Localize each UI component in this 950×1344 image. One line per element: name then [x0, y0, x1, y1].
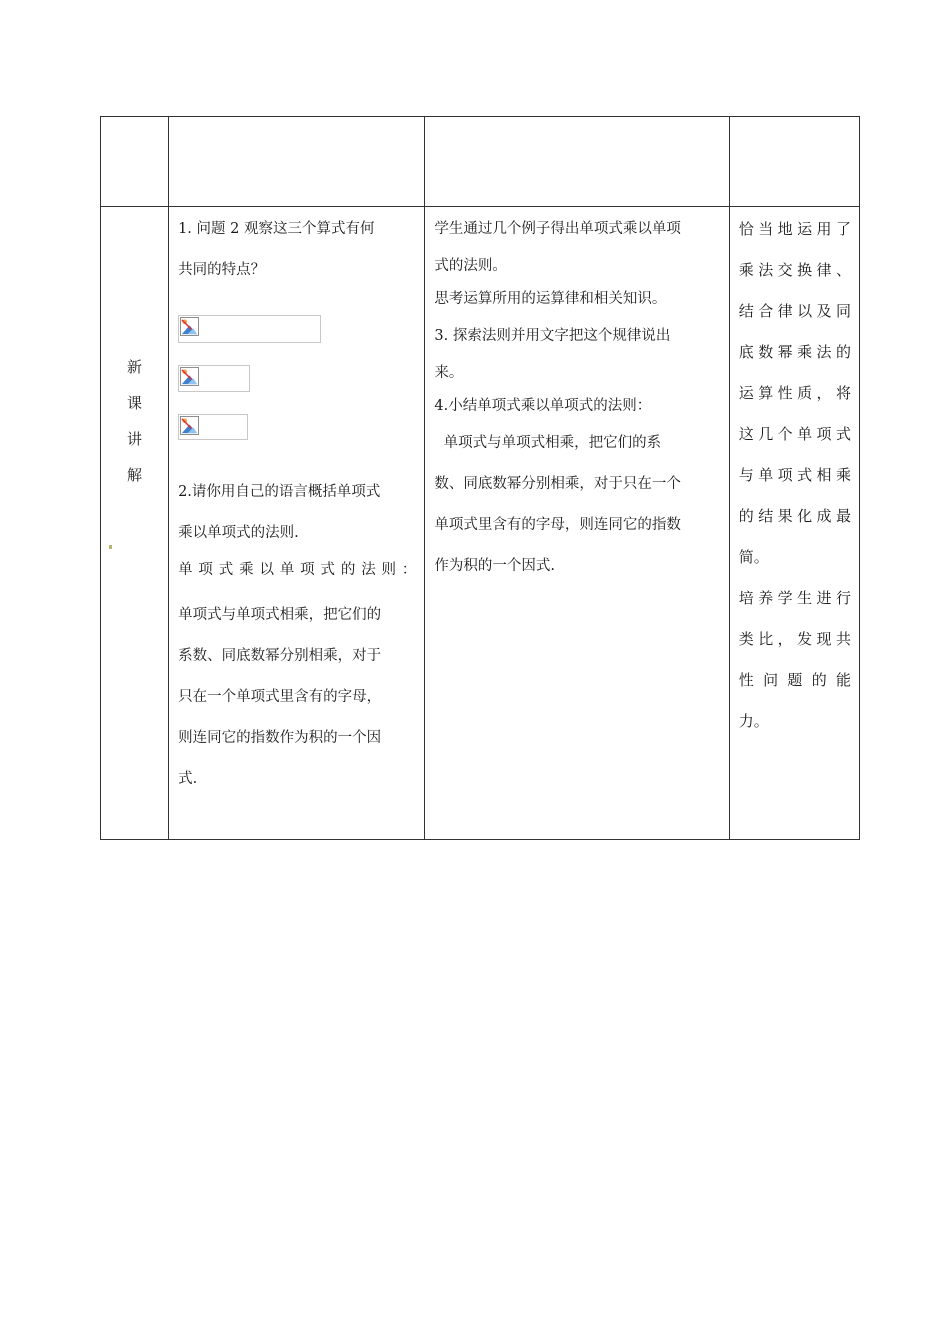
question-2-line: 乘以单项式的法则. [178, 525, 299, 541]
intent-line: 运算性质，将 [738, 384, 851, 402]
rule-line: 单项式乘以单项式的法则： [178, 562, 417, 578]
intent-line: 力。 [738, 712, 769, 730]
rule-line: 单项式与单项式相乘，把它们的 [178, 607, 382, 623]
intent-line: 乘法交换律、 [738, 261, 851, 279]
rule-line: 则连同它的指数作为积的一个因 [178, 730, 382, 746]
broken-image-icon [180, 317, 199, 336]
section-label-cell [101, 207, 169, 840]
student-line: 3. 探索法则并用文字把这个规律说出 [434, 328, 671, 344]
question-1-line: 1. 问题 2 观察这三个算式有何 [178, 221, 375, 237]
intent-line: 这几个单项式 [738, 425, 851, 443]
intent-line: 恰当地运用了 [738, 220, 851, 238]
image-placeholder [178, 414, 248, 440]
image-placeholder [178, 365, 250, 392]
image-placeholder [178, 315, 321, 343]
intent-line: 与单项式相乘 [738, 466, 851, 484]
student-line: 学生通过几个例子得出单项式乘以单项 [434, 221, 681, 237]
rule-line: 系数、同底数幂分别相乘，对于 [178, 648, 382, 664]
student-line: 数、同底数幂分别相乘，对于只在一个 [434, 476, 681, 492]
lesson-plan-table [100, 116, 860, 840]
intent-line: 类比，发现共 [738, 630, 851, 648]
broken-image-icon [180, 416, 199, 435]
intent-line: 简。 [738, 548, 769, 566]
rule-line: 式. [178, 771, 198, 787]
intent-line: 结合律以及同 [738, 302, 851, 320]
table-row [101, 117, 860, 207]
student-line: 思考运算所用的运算律和相关知识。 [434, 291, 667, 307]
empty-cell [729, 117, 859, 207]
intent-line: 培养学生进行 [738, 589, 851, 607]
student-line: 式的法则。 [434, 258, 507, 274]
empty-cell [425, 117, 729, 207]
broken-image-icon [180, 367, 199, 386]
empty-cell [169, 117, 425, 207]
intent-line: 的结果化成最 [738, 507, 851, 525]
student-line: 来。 [434, 365, 464, 381]
empty-cell [101, 117, 169, 207]
design-intent-cell [729, 207, 859, 840]
student-line: 单项式里含有的字母，则连同它的指数 [434, 517, 681, 533]
question-2-line: 2.请你用自己的语言概括单项式 [178, 484, 381, 500]
teaching-activity-cell [169, 207, 425, 840]
student-line: 作为积的一个因式. [434, 558, 556, 574]
student-line: 单项式与单项式相乘，把它们的系 [434, 435, 662, 451]
section-label: 新 课 讲 解 [127, 358, 143, 484]
student-line: 4.小结单项式乘以单项式的法则： [434, 398, 652, 414]
rule-line: 只在一个单项式里含有的字母， [178, 689, 382, 705]
student-activity-cell [425, 207, 729, 840]
intent-line: 底数幂乘法的 [738, 343, 851, 361]
marker-dot [109, 545, 112, 549]
table-row [101, 207, 860, 840]
intent-line: 性问题的能 [738, 671, 851, 689]
question-1-line: 共同的特点？ [178, 262, 266, 278]
